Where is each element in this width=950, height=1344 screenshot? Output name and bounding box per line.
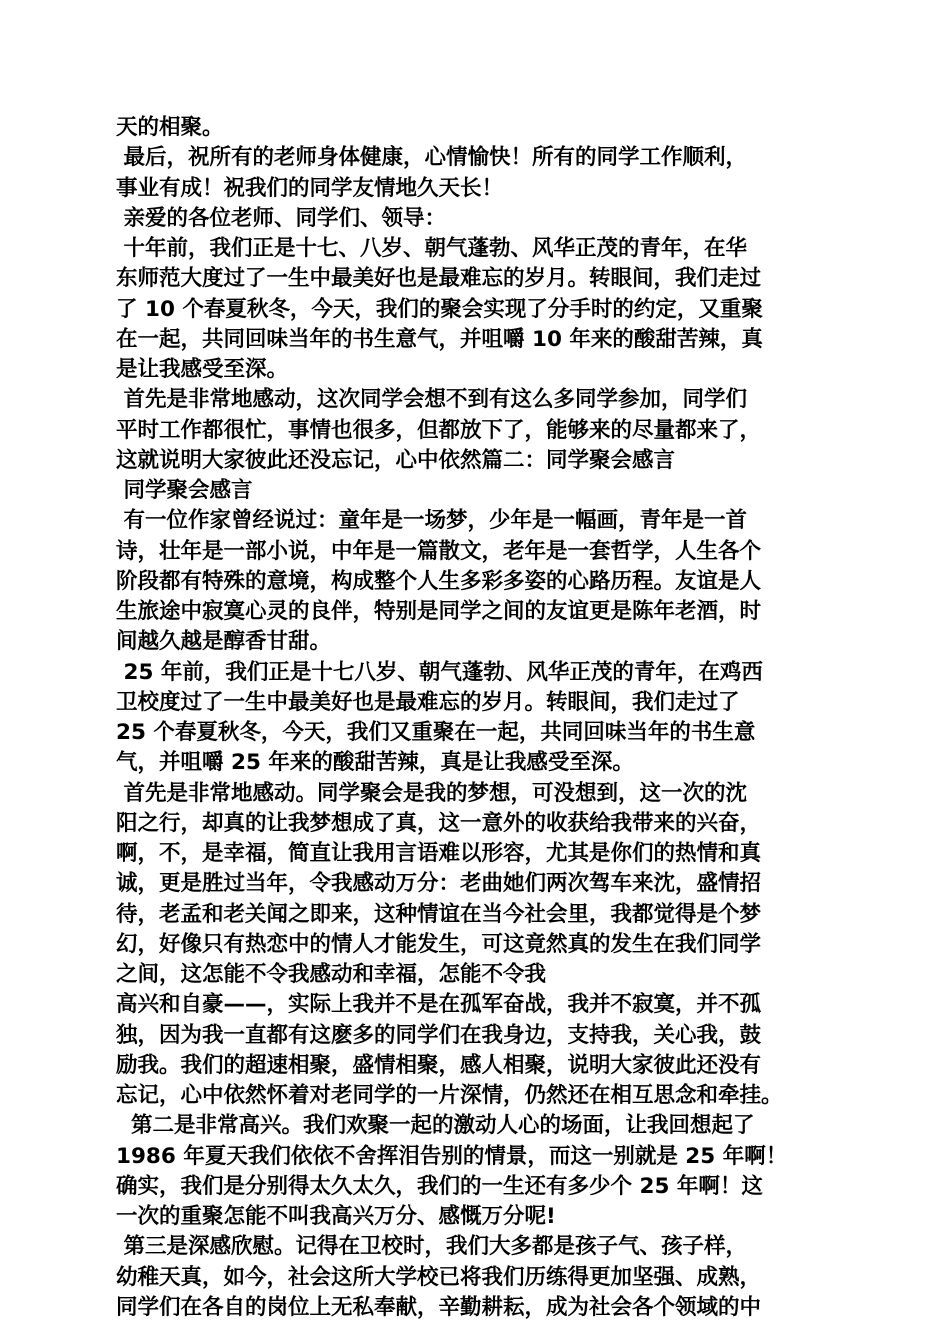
text-line: 十年前，我们正是十七、八岁、朝气蓬勃、风华正茂的青年，在华 <box>116 236 747 261</box>
text-line: 首先是非常地感动，这次同学会想不到有这么多同学参加，同学们 <box>116 387 747 413</box>
text-line: 第二是非常高兴。我们欢聚一起的激动人心的场面，让我回想起了 <box>116 1113 755 1139</box>
text-line: 之间，这怎能不令我感动和幸福，怎能不令我 <box>116 962 547 987</box>
text-line: 气，并咀嚼 25 年来的酸甜苦辣，真是让我感受至深。 <box>116 750 634 776</box>
text-line: 亲爱的各位老师、同学们、领导： <box>116 205 446 231</box>
text-line: 忘记，心中依然怀着对老同学的一片深情，仍然还在相互思念和牵挂。 <box>116 1083 783 1108</box>
text-line: 励我。我们的超速相聚，盛情相聚，感人相聚，说明大家彼此还没有 <box>116 1052 762 1078</box>
text-line: 了 10 个春夏秋冬，今天，我们的聚会实现了分手时的约定，又重聚 <box>116 296 763 322</box>
text-line: 诗，壮年是一部小说，中年是一篇散文，老年是一套哲学，人生各个 <box>116 538 762 564</box>
text-line: 事业有成！祝我们的同学友情地久天长！ <box>116 175 504 201</box>
text-line: 是让我感受至深。 <box>116 357 289 382</box>
text-line: 东师范大度过了一生中最美好也是最难忘的岁月。转眼间，我们走过 <box>116 266 762 292</box>
text-line: 诚，更是胜过当年，令我感动万分：老曲她们两次驾车来沈，盛情招 <box>116 871 762 897</box>
text-line: 在一起，共同回味当年的书生意气，并咀嚼 10 年来的酸甜苦辣，真 <box>116 326 763 352</box>
section-heading: 同学聚会感言 <box>116 478 253 503</box>
text-line: 最后，祝所有的老师身体健康，心情愉快！所有的同学工作顺利， <box>116 145 747 171</box>
text-line: 独，因为我一直都有这麽多的同学们在我身边，支持我，关心我，鼓 <box>116 1022 762 1048</box>
text-line: 确实，我们是分别得太久太久，我们的一生还有多少个 25 年啊！这 <box>116 1173 763 1199</box>
text-line: 卫校度过了一生中最美好也是最难忘的岁月。转眼间，我们走过了 <box>116 689 740 715</box>
text-line: 同学们在各自的岗位上无私奉献，辛勤耕耘，成为社会各个领域的中 <box>116 1294 762 1320</box>
text-line: 有一位作家曾经说过：童年是一场梦，少年是一幅画，青年是一首 <box>116 508 747 534</box>
text-line: 一次的重聚怎能不叫我高兴万分、感慨万分呢! <box>116 1204 556 1229</box>
document-body <box>116 113 852 1323</box>
text-line: 生旅途中寂寞心灵的良伴，特别是同学之间的友谊更是陈年老酒，时 <box>116 599 762 624</box>
text-line: 1986 年夏天我们依依不舍挥泪告别的情景，而这一别就是 25 年啊！ <box>116 1143 788 1169</box>
text-line: 阳之行，却真的让我梦想成了真，这一意外的收获给我带来的兴奋， <box>116 810 762 836</box>
text-line: 幼稚天真，如今，社会这所大学校已将我们历练得更加坚强、成熟， <box>116 1264 762 1290</box>
text-line: 平时工作都很忙，事情也很多，但都放下了，能够来的尽量都来了， <box>116 417 762 443</box>
text-line: 阶段都有特殊的意境，构成整个人生多彩多姿的心路历程。友谊是人 <box>116 568 762 594</box>
text-line: 高兴和自豪——，实际上我并不是在孤军奋战，我并不寂寞，并不孤 <box>116 992 762 1018</box>
text-line: 第三是深感欣慰。记得在卫校时，我们大多都是孩子气、孩子样， <box>116 1234 747 1260</box>
text-line: 这就说明大家彼此还没忘记，心中依然篇二：同学聚会感言 <box>116 447 676 473</box>
text-line: 待，老孟和老关闻之即来，这种情谊在当今社会里，我都觉得是个梦 <box>116 901 762 927</box>
text-line: 幻，好像只有热恋中的情人才能发生，可这竟然真的发生在我们同学 <box>116 931 762 957</box>
text-line: 天的相聚。 <box>116 115 224 140</box>
text-line: 间越久越是醇香甘甜。 <box>116 629 332 655</box>
text-line: 25 年前，我们正是十七八岁、朝气蓬勃、风华正茂的青年，在鸡西 <box>116 659 763 685</box>
text-line: 25 个春夏秋冬，今天，我们又重聚在一起，共同回味当年的书生意 <box>116 720 756 745</box>
text-line: 啊，不，是幸福，简直让我用言语难以形容，尤其是你们的热情和真 <box>116 841 762 866</box>
text-line: 首先是非常地感动。同学聚会是我的梦想，可没想到，这一次的沈 <box>116 780 747 806</box>
